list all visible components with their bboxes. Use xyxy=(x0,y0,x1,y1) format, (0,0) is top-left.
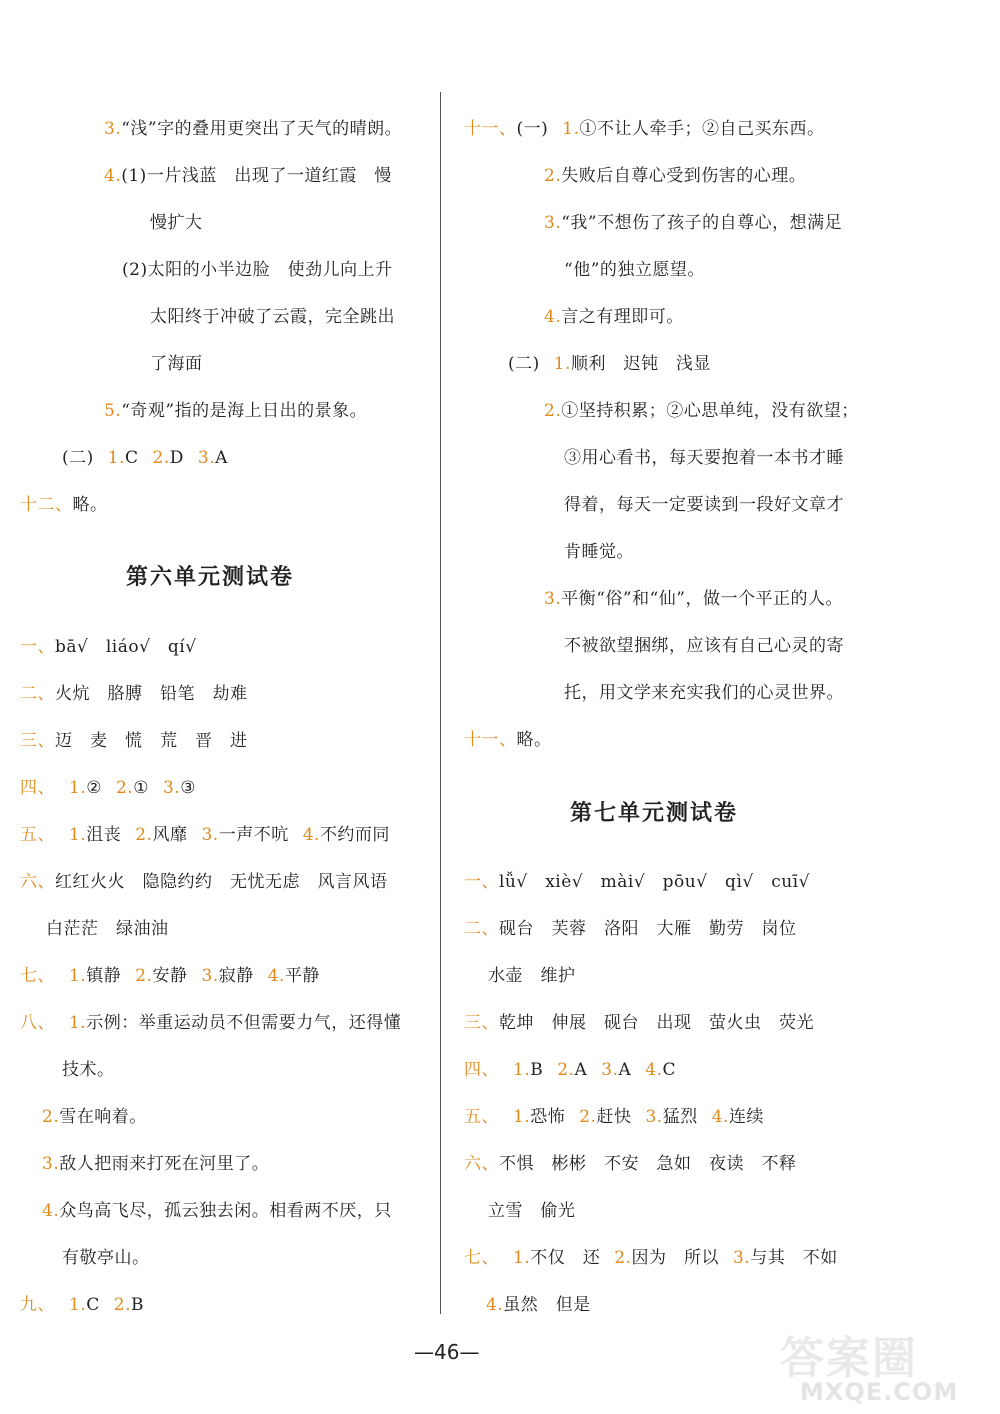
answer-segment xyxy=(268,965,320,987)
item-number: 1. xyxy=(513,1107,531,1127)
answer-segment xyxy=(69,824,121,846)
item-number: 4. xyxy=(42,1201,60,1221)
answer-text: lǚ√ xiè√ mài√ pōu√ qì√ cuī√ xyxy=(499,872,810,892)
item-number: 2. xyxy=(42,1107,60,1127)
answer-segment xyxy=(544,165,806,187)
answer-text: 虽然 但是 xyxy=(503,1295,591,1315)
item-number: 2. xyxy=(557,1060,575,1080)
answer-text: 立雪 偷光 xyxy=(488,1201,576,1221)
item-number: 六、 xyxy=(20,872,55,892)
left-answer-line xyxy=(150,353,203,375)
answer-text: 寂静 xyxy=(218,966,254,986)
item-number: 1. xyxy=(69,825,87,845)
item-number: 九、 xyxy=(20,1295,55,1315)
right-answer-line xyxy=(564,682,844,704)
answer-segment xyxy=(564,635,844,657)
left-answer-line xyxy=(20,1012,401,1034)
answer-segment xyxy=(201,965,253,987)
answer-segment xyxy=(150,353,203,375)
answer-text: 水壶 维护 xyxy=(488,966,576,986)
right-answer-line xyxy=(464,871,810,893)
answer-text: 猛烈 xyxy=(662,1107,698,1127)
item-number: 十二、 xyxy=(20,495,73,515)
item-number: 3. xyxy=(544,213,562,233)
answer-text: 白茫茫 绿油油 xyxy=(46,919,169,939)
item-number: 3. xyxy=(601,1060,619,1080)
answer-segment xyxy=(20,824,55,846)
item-number: 1. xyxy=(513,1060,531,1080)
item-number: 1. xyxy=(69,778,87,798)
answer-segment xyxy=(20,965,55,987)
answer-text: 托，用文学来充实我们的心灵世界。 xyxy=(564,683,844,703)
answer-segment xyxy=(513,1247,600,1269)
right-answer-line xyxy=(544,306,684,328)
answer-segment xyxy=(645,1059,676,1081)
answer-segment xyxy=(150,212,203,234)
right-answer-line xyxy=(464,1153,797,1175)
answer-text: 失败后自尊心受到伤害的心理。 xyxy=(561,166,807,186)
right-answer-line xyxy=(464,118,825,140)
answer-text: 沮丧 xyxy=(86,825,122,845)
item-number: 八、 xyxy=(20,1013,55,1033)
right-answer-line xyxy=(564,447,844,469)
answer-segment xyxy=(20,871,388,893)
answer-segment xyxy=(513,1059,543,1081)
answer-segment xyxy=(544,400,859,422)
left-answer-line xyxy=(20,730,248,752)
item-number: 1. xyxy=(562,119,580,139)
answer-segment xyxy=(42,1153,269,1175)
item-number: 2. xyxy=(579,1107,597,1127)
left-answer-line xyxy=(104,165,392,187)
item-number: 4. xyxy=(711,1107,729,1127)
answer-segment xyxy=(464,1059,499,1081)
answer-text: D xyxy=(169,448,184,468)
right-answer-line xyxy=(564,635,844,657)
item-number: 4. xyxy=(645,1060,663,1080)
answer-text: 不被欲望捆绑，应该有自己心灵的寄 xyxy=(564,636,844,656)
answer-text: 迈 麦 慌 荒 晋 进 xyxy=(55,731,248,751)
left-answer-line xyxy=(20,824,390,846)
answer-segment xyxy=(488,1200,576,1222)
answer-segment xyxy=(645,1106,697,1128)
right-answer-line xyxy=(464,729,552,751)
answer-text: 略。 xyxy=(72,495,108,515)
item-number: 1. xyxy=(513,1248,531,1268)
answer-text: 镇静 xyxy=(86,966,122,986)
answer-text: 连续 xyxy=(728,1107,764,1127)
answer-text: “奇观”指的是海上日出的景象。 xyxy=(121,401,368,421)
right-answer-line xyxy=(544,588,843,610)
item-number: 2. xyxy=(544,166,562,186)
answer-segment xyxy=(508,353,540,375)
column-divider xyxy=(440,92,441,1314)
left-answer-line xyxy=(20,965,320,987)
answer-segment xyxy=(513,1106,565,1128)
answer-text: 砚台 芙蓉 洛阳 大雁 勤劳 岗位 xyxy=(499,919,797,939)
answer-segment xyxy=(579,1106,631,1128)
answer-segment xyxy=(69,1012,401,1034)
left-answer-line xyxy=(62,1247,150,1269)
answer-text: (2)太阳的小半边脸 使劲儿向上升 xyxy=(122,260,393,280)
answer-segment xyxy=(614,1247,719,1269)
answer-segment xyxy=(20,636,197,658)
answer-segment xyxy=(488,965,576,987)
answer-segment xyxy=(69,777,102,799)
right-answer-line xyxy=(564,259,705,281)
answer-text: 敌人把雨来打死在河里了。 xyxy=(59,1154,270,1174)
item-number: 3. xyxy=(645,1107,663,1127)
item-number: 3. xyxy=(42,1154,60,1174)
left-answer-line xyxy=(20,683,248,705)
left-answer-line xyxy=(46,918,169,940)
answer-text: (二) xyxy=(508,354,540,374)
item-number: 3. xyxy=(732,1248,751,1268)
right-answer-line xyxy=(464,1059,676,1081)
answer-text: (二) xyxy=(62,448,94,468)
item-number: 3. xyxy=(197,448,216,468)
answer-segment xyxy=(104,400,367,422)
item-number: 4. xyxy=(302,825,320,845)
answer-text: C xyxy=(125,448,139,468)
answer-text: 安静 xyxy=(152,966,188,986)
answer-segment xyxy=(135,965,187,987)
answer-segment xyxy=(562,118,824,140)
answer-text: 技术。 xyxy=(62,1060,115,1080)
answer-text: C xyxy=(86,1295,100,1315)
answer-text: “他”的独立愿望。 xyxy=(564,260,705,280)
answer-text: 肯睡觉。 xyxy=(564,542,634,562)
answer-text: C xyxy=(662,1060,677,1080)
answer-segment xyxy=(62,1059,115,1081)
answer-text: “我”不想伤了孩子的自尊心，想满足 xyxy=(561,213,843,233)
answer-text: 顺利 迟钝 浅显 xyxy=(571,354,711,374)
left-answer-line xyxy=(150,306,395,328)
answer-segment xyxy=(464,1012,814,1034)
item-number: 2. xyxy=(135,825,153,845)
answer-segment xyxy=(62,447,94,469)
answer-segment xyxy=(544,306,684,328)
answer-text: 言之有理即可。 xyxy=(561,307,684,327)
left-answer-line xyxy=(42,1200,392,1222)
right-answer-line xyxy=(544,165,806,187)
answer-segment xyxy=(46,918,169,940)
answer-segment xyxy=(122,259,393,281)
answer-segment xyxy=(20,1012,55,1034)
answer-text: 众鸟高飞尽，孤云独去闲。相看两不厌，只 xyxy=(59,1201,392,1221)
left-answer-line xyxy=(20,636,197,658)
answer-segment xyxy=(464,871,810,893)
item-number: 2. xyxy=(152,448,170,468)
answer-segment xyxy=(20,683,248,705)
answer-text: 不仅 还 xyxy=(530,1248,601,1268)
answer-text: 了海面 xyxy=(150,354,203,374)
answer-text: ①坚持积累；②心思单纯，没有欲望； xyxy=(561,401,859,421)
item-number: 2. xyxy=(544,401,562,421)
watermark-sub: MXQE.COM xyxy=(800,1378,959,1406)
left-answer-line xyxy=(104,400,367,422)
answer-segment xyxy=(564,541,634,563)
watermark-main: 答案圈 xyxy=(780,1333,918,1384)
left-answer-line xyxy=(150,212,203,234)
answer-segment xyxy=(108,447,139,469)
answer-segment xyxy=(464,1106,499,1128)
item-number: 2. xyxy=(614,1248,632,1268)
answer-text: 不约而同 xyxy=(319,825,390,845)
left-answer-line xyxy=(20,1294,144,1316)
left-answer-line xyxy=(20,871,388,893)
answer-segment xyxy=(20,1294,55,1316)
page-number: —46— xyxy=(414,1340,480,1364)
answer-text: 不惧 彬彬 不安 急如 夜读 不释 xyxy=(499,1154,797,1174)
answer-segment xyxy=(564,494,844,516)
answer-segment xyxy=(135,824,187,846)
right-answer-line xyxy=(488,1200,576,1222)
answer-segment xyxy=(114,1294,144,1316)
item-number: 七、 xyxy=(464,1248,499,1268)
right-answer-line xyxy=(486,1294,591,1316)
right-answer-line xyxy=(544,400,859,422)
answer-segment xyxy=(564,259,705,281)
item-number: 十一、 xyxy=(464,730,517,750)
unit-6-title: 第六单元测试卷 xyxy=(126,565,295,590)
answer-text: 有敬亭山。 xyxy=(62,1248,150,1268)
watermark-logo xyxy=(760,1322,990,1408)
item-number: 4. xyxy=(104,166,122,186)
answer-text: B xyxy=(130,1295,144,1315)
answer-segment xyxy=(464,118,548,140)
right-answer-line xyxy=(564,494,844,516)
right-answer-line xyxy=(464,918,797,940)
answer-text: ② xyxy=(86,778,102,798)
left-answer-line xyxy=(20,777,196,799)
item-number: 1. xyxy=(69,1013,87,1033)
answer-segment xyxy=(69,965,121,987)
answer-text: 赶快 xyxy=(596,1107,632,1127)
item-number: 五、 xyxy=(464,1107,499,1127)
answer-text: 略。 xyxy=(516,730,552,750)
item-number: 三、 xyxy=(464,1013,499,1033)
answer-segment xyxy=(464,918,797,940)
answer-text: 雪在响着。 xyxy=(59,1107,147,1127)
answer-text: 太阳终于冲破了云霞，完全跳出 xyxy=(150,307,395,327)
answer-text: “浅”字的叠用更突出了天气的晴朗。 xyxy=(121,119,403,139)
answer-segment xyxy=(69,1294,100,1316)
item-number: 3. xyxy=(104,119,122,139)
answer-segment xyxy=(42,1106,147,1128)
item-number: 5. xyxy=(104,401,122,421)
item-number: 七、 xyxy=(20,966,55,986)
left-answer-line xyxy=(42,1106,147,1128)
answer-text: 示例：举重运动员不但需要力气，还得懂 xyxy=(86,1013,402,1033)
item-number: 2. xyxy=(113,1295,131,1315)
unit-7-title: 第七单元测试卷 xyxy=(570,801,739,826)
answer-text: 因为 所以 xyxy=(631,1248,719,1268)
item-number: 六、 xyxy=(464,1154,499,1174)
answer-segment xyxy=(464,1153,797,1175)
answer-segment xyxy=(303,824,390,846)
item-number: 二、 xyxy=(20,684,55,704)
answer-text: ① xyxy=(133,778,149,798)
right-answer-line xyxy=(564,541,634,563)
item-number: 四、 xyxy=(20,778,55,798)
item-number: 五、 xyxy=(20,825,55,845)
answer-text: bā√ liáo√ qí√ xyxy=(55,637,197,657)
item-number: 1. xyxy=(69,966,87,986)
item-number: 1. xyxy=(69,1295,87,1315)
answer-segment xyxy=(464,1247,499,1269)
answer-text: A xyxy=(618,1060,632,1080)
answer-segment xyxy=(733,1247,838,1269)
answer-segment xyxy=(201,824,288,846)
left-answer-line xyxy=(122,259,393,281)
answer-text: A xyxy=(574,1060,588,1080)
item-number: 2. xyxy=(135,966,153,986)
answer-text: ①不让人牵手；②自己买东西。 xyxy=(579,119,825,139)
right-answer-line xyxy=(488,965,576,987)
item-number: 3. xyxy=(162,778,181,798)
right-answer-line xyxy=(544,212,842,234)
answer-text: 红红火火 隐隐约约 无忧无虑 风言风语 xyxy=(55,872,388,892)
left-answer-line xyxy=(62,447,228,469)
answer-segment xyxy=(104,165,392,187)
item-number: 一、 xyxy=(464,872,499,892)
answer-segment xyxy=(564,447,844,469)
item-number: 四、 xyxy=(464,1060,499,1080)
answer-text: 平静 xyxy=(284,966,320,986)
answer-segment xyxy=(564,682,844,704)
answer-segment xyxy=(486,1294,591,1316)
answer-segment xyxy=(42,1200,392,1222)
item-number: 三、 xyxy=(20,731,55,751)
answer-text: ③ xyxy=(180,778,196,798)
left-answer-line xyxy=(42,1153,269,1175)
answer-text: (1)一片浅蓝 出现了一道红霞 慢 xyxy=(121,166,392,186)
item-number: 4. xyxy=(486,1295,504,1315)
left-answer-line xyxy=(104,118,402,140)
item-number: 2. xyxy=(115,778,134,798)
answer-segment xyxy=(544,588,843,610)
item-number: 二、 xyxy=(464,919,499,939)
answer-segment xyxy=(712,1106,764,1128)
item-number: 十一、 xyxy=(464,119,517,139)
left-answer-line xyxy=(62,1059,115,1081)
answer-segment xyxy=(557,1059,587,1081)
item-number: 4. xyxy=(267,966,285,986)
answer-text: 与其 不如 xyxy=(750,1248,838,1268)
answer-segment xyxy=(20,494,108,516)
item-number: 1. xyxy=(107,448,125,468)
answer-text: A xyxy=(215,448,228,468)
item-number: 3. xyxy=(201,966,219,986)
answer-segment xyxy=(20,730,248,752)
answer-text: (一) xyxy=(516,119,549,139)
answer-text: 慢扩大 xyxy=(150,213,203,233)
answer-segment xyxy=(601,1059,631,1081)
answer-segment xyxy=(116,777,149,799)
answer-segment xyxy=(20,777,55,799)
right-answer-line xyxy=(464,1247,838,1269)
item-number: 3. xyxy=(544,589,562,609)
item-number: 3. xyxy=(201,825,219,845)
answer-segment xyxy=(198,447,228,469)
right-answer-line xyxy=(508,353,711,375)
item-number: 4. xyxy=(544,307,562,327)
item-number: 一、 xyxy=(20,637,55,657)
answer-text: 乾坤 伸展 砚台 出现 萤火虫 荧光 xyxy=(499,1013,814,1033)
right-answer-line xyxy=(464,1106,764,1128)
answer-text: 得着，每天一定要读到一段好文章才 xyxy=(564,495,844,515)
answer-segment xyxy=(62,1247,150,1269)
answer-text: ③用心看书，每天要抱着一本书才睡 xyxy=(564,448,844,468)
answer-text: 平衡“俗”和“仙”，做一个平正的人。 xyxy=(561,589,843,609)
answer-segment xyxy=(150,306,395,328)
answer-segment xyxy=(554,353,711,375)
answer-text: 风靡 xyxy=(152,825,188,845)
answer-segment xyxy=(163,777,196,799)
answer-segment xyxy=(544,212,842,234)
right-answer-line xyxy=(464,1012,814,1034)
answer-segment xyxy=(153,447,184,469)
answer-text: 火炕 胳膊 铅笔 劫难 xyxy=(55,684,248,704)
item-number: 1. xyxy=(553,354,571,374)
left-answer-line xyxy=(20,494,108,516)
answer-text: 一声不吭 xyxy=(218,825,289,845)
answer-text: 恐怖 xyxy=(530,1107,566,1127)
answer-segment xyxy=(104,118,402,140)
answer-text: B xyxy=(530,1060,544,1080)
answer-segment xyxy=(464,729,552,751)
